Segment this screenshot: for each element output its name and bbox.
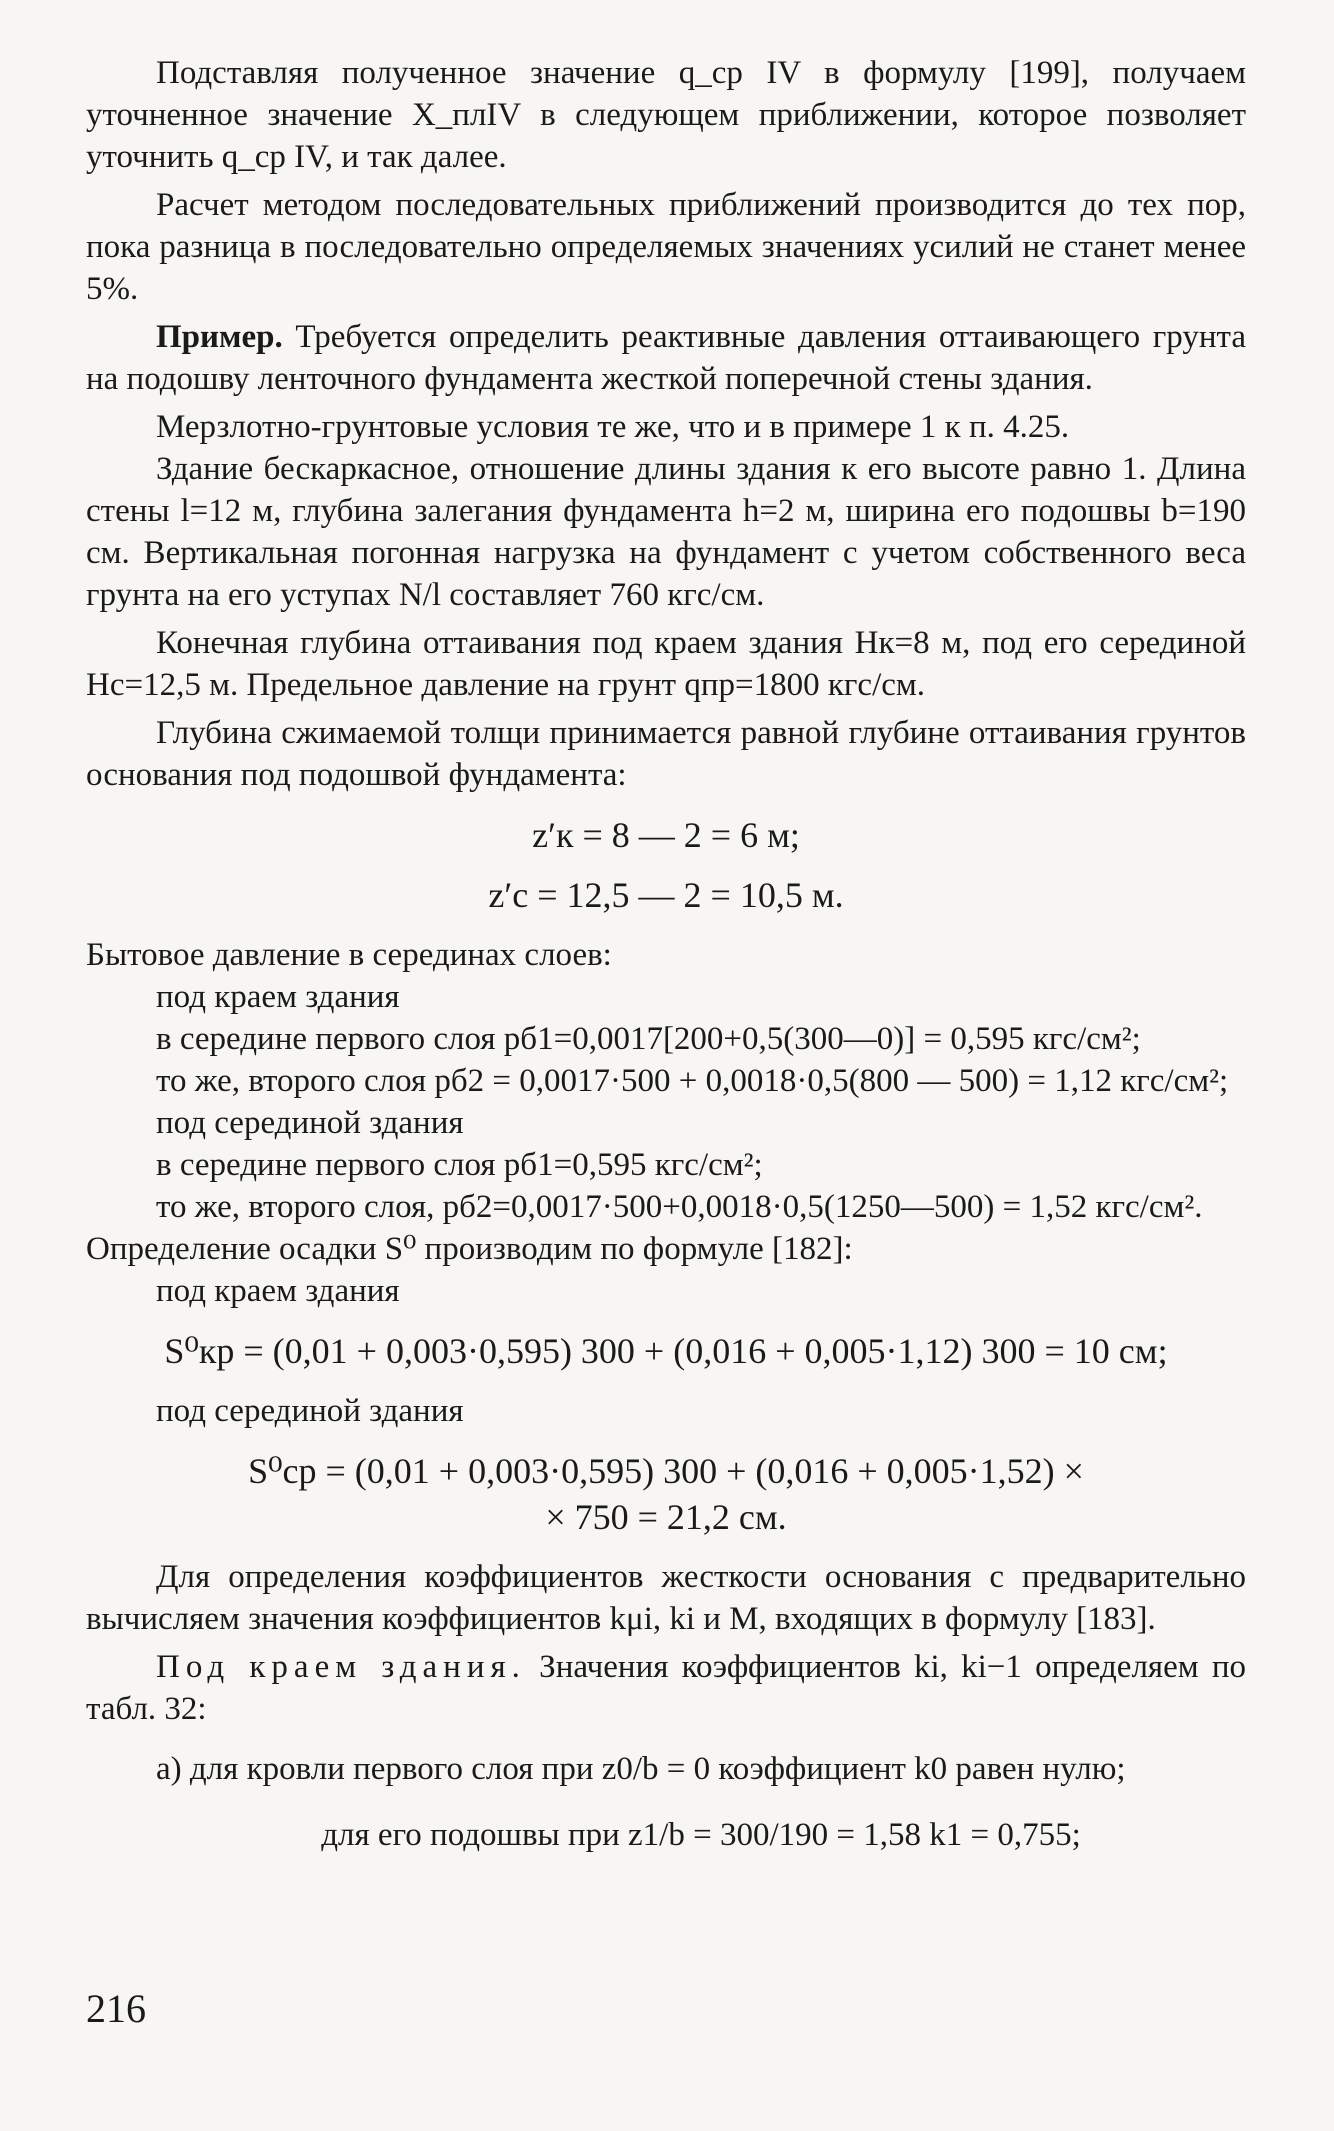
paragraph-20: а) для кровли первого слоя при z0/b = 0 коэффициент k0 равен нулю; — [156, 1751, 1126, 1787]
paragraph-15: Определение осадки S⁰ производим по формуле [182]: — [86, 1231, 853, 1267]
paragraph-17: под серединой здания — [156, 1393, 464, 1429]
paragraph-12: под серединой здания — [156, 1105, 464, 1141]
paragraph-19 — [86, 1646, 1246, 1730]
example-label: Пример. — [156, 319, 283, 355]
example-text: Требуется определить реактивные давления оттаивающего грунта на подошву ленточного фундамента жесткой поперечной стены здания. — [86, 319, 1247, 397]
paragraph-10: в середине первого слоя pб1=0,0017[200+0,5(300—0)] = 0,595 кгс/см²; — [156, 1021, 1141, 1057]
paragraph-11: то же, второго слоя pб2 = 0,0017·500 + 0,0018·0,5(800 — 500) = 1,12 кгс/см²; — [156, 1063, 1229, 1099]
document-page — [86, 52, 1246, 1856]
paragraph-13: в середине первого слоя pб1=0,595 кгс/см²; — [156, 1147, 763, 1183]
equation-zc: z′с = 12,5 — 2 = 10,5 м. — [488, 875, 844, 915]
paragraph-example — [86, 316, 1246, 400]
equation-s-mid-line2: × 750 = 21,2 см. — [545, 1497, 787, 1537]
equation-zk: z′к = 8 — 2 = 6 м; — [532, 815, 800, 855]
paragraph-16: под краем здания — [156, 1273, 400, 1309]
paragraph-8: Бытовое давление в серединах слоев: — [86, 937, 612, 973]
paragraph-1: Подставляя полученное значение q_ср IV в формулу [199], получаем уточненное значение X_плIV в следующем приближении, которое позволяет уточнить q_ср IV, и так далее. — [86, 55, 1246, 175]
paragraph-14: то же, второго слоя, pб2=0,0017·500+0,0018·0,5(1250—500) = 1,52 кгс/см². — [156, 1189, 1203, 1225]
equation-s-edge: S⁰кр = (0,01 + 0,003·0,595) 300 + (0,016 + 0,005·1,12) 300 = 10 см; — [164, 1331, 1168, 1371]
paragraph-6: Конечная глубина оттаивания под краем здания Hк=8 м, под его серединой Hс=12,5 м. Предельное давление на грунт qпр=1800 кгс/см. — [86, 625, 1246, 703]
paragraph-9: под краем здания — [156, 979, 400, 1015]
paragraph-5: Здание бескаркасное, отношение длины здания к его высоте равно 1. Длина стены l=12 м, глубина залегания фундамента h=2 м, ширина его подошвы b=190 см. Вертикальная погонная нагрузка на фундамент с учетом собственного веса грунта на его уступах N/l составляет 760 кгс/см. — [86, 451, 1246, 613]
paragraph-7: Глубина сжимаемой толщи принимается равной глубине оттаивания грунтов основания под подошвой фундамента: — [86, 715, 1246, 793]
paragraph-2: Расчет методом последовательных приближений производится до тех пор, пока разница в последовательно определяемых значениях усилий не станет менее 5%. — [86, 187, 1246, 307]
paragraph-18: Для определения коэффициентов жесткости основания c предварительно вычисляем значения коэффициентов kμi, ki и M, входящих в формулу [183]. — [86, 1559, 1246, 1637]
page-number: 216 — [86, 1986, 146, 2031]
section-text: Значения коэффициентов ki, ki−1 определяем по табл. 32: — [86, 1649, 1246, 1727]
paragraph-21: для его подошвы при z1/b = 300/190 = 1,58 k1 = 0,755; — [321, 1817, 1081, 1853]
equation-s-mid-line1: S⁰ср = (0,01 + 0,003·0,595) 300 + (0,016 + 0,005·1,52) × — [248, 1451, 1084, 1491]
section-label: Под краем здания. — [156, 1649, 526, 1685]
paragraph-4: Мерзлотно-грунтовые условия те же, что и в примере 1 к п. 4.25. — [156, 409, 1070, 445]
